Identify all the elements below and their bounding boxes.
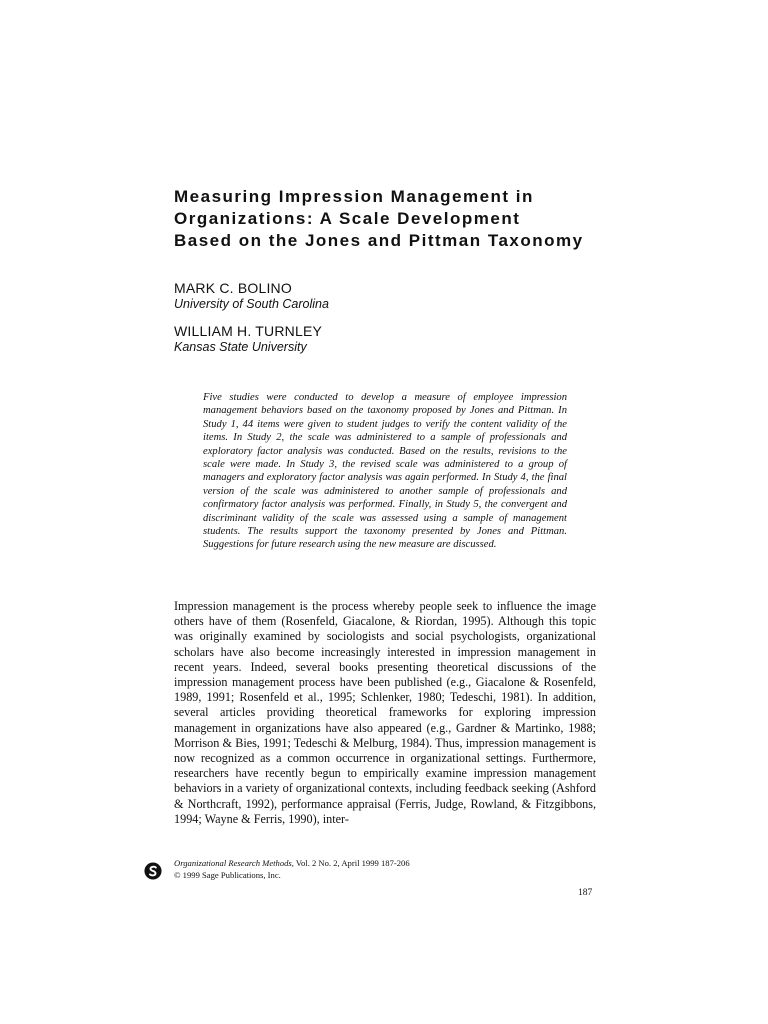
- body-paragraph: Impression management is the process whereby people seek to influence the image others have of them (Rosenfeld, Giacalone, & Riordan, 1995). Although this topic was originally examined by sociologists and social psychologists, organizational scholars have also become increasingly interested in impression management in recent years. Indeed, several books presenting theoretical discussions of the impression management process have been published (e.g., Giacalone & Rosenfeld, 1989, 1991; Rosenfeld et al., 1995; Schlenker, 1980; Tedeschi, 1981). In addition, several articles providing theoretical frameworks for exploring impression management in organizations have also appeared (e.g., Gardner & Martinko, 1988; Morrison & Bies, 1991; Tedeschi & Melburg, 1984). Thus, impression management is now recognized as a common occurrence in organizational settings. Furthermore, researchers have recently begun to empirically examine impression management behaviors in a variety of organizational contexts, including feedback seeking (Ashford & Northcraft, 1992), performance appraisal (Ferris, Judge, Rowland, & Fitzgibbons, 1994; Wayne & Ferris, 1990), inter-: [174, 599, 596, 826]
- publication-footer: [174, 858, 594, 881]
- author-name-1: MARK C. BOLINO: [174, 280, 292, 296]
- title-line-1: Measuring Impression Management in: [174, 187, 534, 206]
- title-line-2: Organizations: A Scale Development: [174, 209, 521, 228]
- title-line-3: Based on the Jones and Pittman Taxonomy: [174, 231, 584, 250]
- abstract: Five studies were conducted to develop a measure of employee impression management behaviors based on the taxonomy proposed by Jones and Pittman. In Study 1, 44 items were given to student judges to verify the content validity of the items. In Study 2, the scale was administered to a sample of professionals and exploratory factor analysis was conducted. Based on the results, revisions to the scale were made. In Study 3, the revised scale was administered to a group of managers and exploratory factor analysis was again performed. In Study 4, the final version of the scale was administered to another sample of professionals and confirmatory factor analysis was performed. Finally, in Study 5, the convergent and discriminant validity of the scale was assessed using a sample of management students. The results support the taxonomy presented by Jones and Pittman. Suggestions for future research using the new measure are discussed.: [203, 392, 567, 551]
- journal-name: Organizational Research Methods: [174, 858, 292, 868]
- journal-citation: , Vol. 2 No. 2, April 1999 187-206: [291, 858, 410, 868]
- article-title: [174, 186, 614, 252]
- page-number: 187: [578, 888, 593, 898]
- citation-line: [174, 858, 594, 870]
- copyright-line: © 1999 Sage Publications, Inc.: [174, 869, 281, 880]
- sage-logo-icon: [144, 862, 162, 880]
- author-name-2: WILLIAM H. TURNLEY: [174, 323, 323, 339]
- author-affiliation-1: University of South Carolina: [174, 297, 329, 311]
- author-affiliation-2: Kansas State University: [174, 340, 307, 354]
